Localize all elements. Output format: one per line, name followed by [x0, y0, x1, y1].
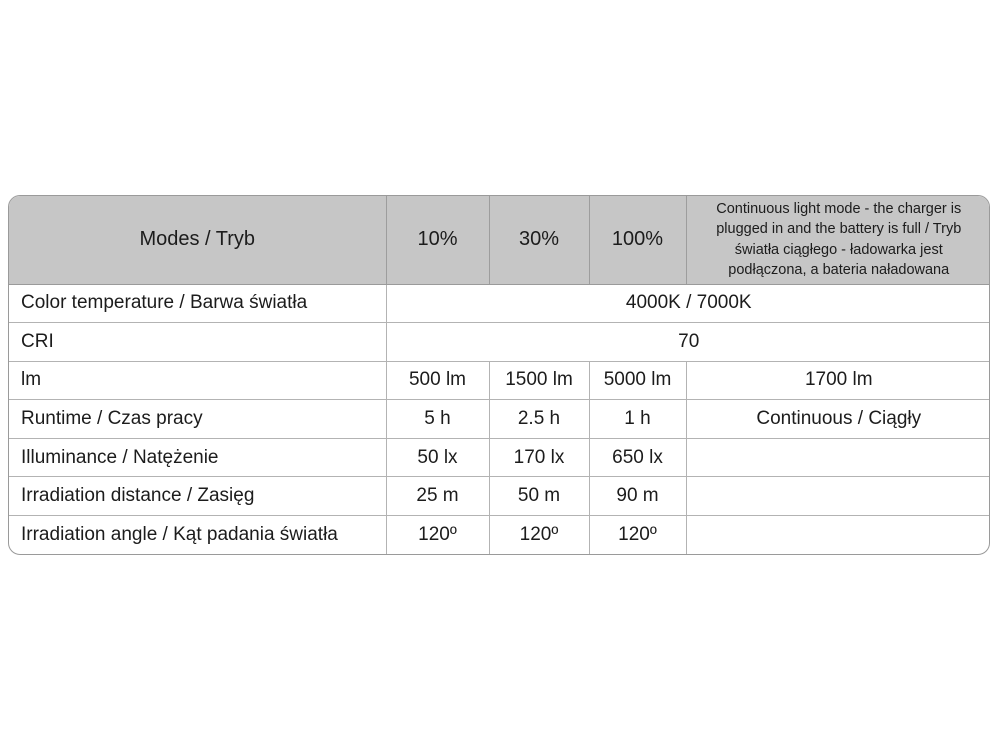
value-angle-30: 120º [489, 515, 589, 554]
value-illuminance-continuous [686, 438, 990, 477]
row-label-illuminance: Illuminance / Natężenie [9, 438, 386, 477]
header-continuous-mode: Continuous light mode - the charger is plugged in and the battery is full / Tryb światła ciągłego - ładowarka jest podłączona, a bateria naładowana [686, 196, 990, 284]
header-modes: Modes / Tryb [9, 196, 386, 284]
table-row-irradiation-distance [9, 477, 990, 516]
value-color-temperature: 4000K / 7000K [386, 284, 990, 323]
value-angle-100: 120º [589, 515, 686, 554]
value-lumens-10: 500 lm [386, 361, 489, 400]
value-illuminance-30: 170 lx [489, 438, 589, 477]
header-mode-30: 30% [489, 196, 589, 284]
value-runtime-10: 5 h [386, 400, 489, 439]
value-runtime-30: 2.5 h [489, 400, 589, 439]
spec-table [8, 195, 990, 555]
table-row-cri [9, 323, 990, 362]
value-cri: 70 [386, 323, 990, 362]
value-lumens-100: 5000 lm [589, 361, 686, 400]
value-distance-10: 25 m [386, 477, 489, 516]
value-runtime-100: 1 h [589, 400, 686, 439]
value-illuminance-10: 50 lx [386, 438, 489, 477]
row-label-irradiation-distance: Irradiation distance / Zasięg [9, 477, 386, 516]
table-row-lumens [9, 361, 990, 400]
header-mode-10: 10% [386, 196, 489, 284]
row-label-lumens: lm [9, 361, 386, 400]
table-row-irradiation-angle [9, 515, 990, 554]
value-distance-30: 50 m [489, 477, 589, 516]
table-row-illuminance [9, 438, 990, 477]
value-runtime-continuous: Continuous / Ciągły [686, 400, 990, 439]
value-distance-100: 90 m [589, 477, 686, 516]
header-mode-100: 100% [589, 196, 686, 284]
value-angle-10: 120º [386, 515, 489, 554]
row-label-irradiation-angle: Irradiation angle / Kąt padania światła [9, 515, 386, 554]
specifications-table [9, 196, 990, 554]
value-illuminance-100: 650 lx [589, 438, 686, 477]
value-angle-continuous [686, 515, 990, 554]
header-row [9, 196, 990, 284]
value-distance-continuous [686, 477, 990, 516]
table-row-color-temperature [9, 284, 990, 323]
row-label-runtime: Runtime / Czas pracy [9, 400, 386, 439]
value-lumens-30: 1500 lm [489, 361, 589, 400]
table-row-runtime [9, 400, 990, 439]
value-lumens-continuous: 1700 lm [686, 361, 990, 400]
row-label-cri: CRI [9, 323, 386, 362]
row-label-color-temperature: Color temperature / Barwa światła [9, 284, 386, 323]
